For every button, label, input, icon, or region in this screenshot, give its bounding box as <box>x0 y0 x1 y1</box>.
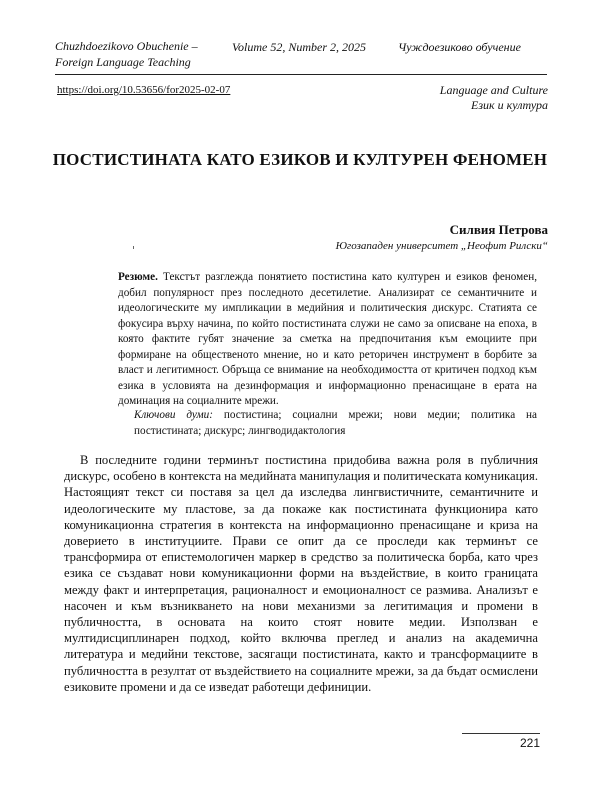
keywords-text: постистина; социални мрежи; нови медии; политика на постистината; дискурс; лингводидактология <box>134 409 538 437</box>
author-name: Силвия Петрова <box>449 222 548 237</box>
volume-info: Volume 52, Number 2, 2025 <box>232 40 366 54</box>
keywords <box>134 408 537 439</box>
section-label-bg: Език и култура <box>470 98 548 112</box>
article-title: ПОСТИСТИНАТА КАТО ЕЗИКОВ И КУЛТУРЕН ФЕНОМЕН <box>52 150 548 169</box>
abstract-text: Текстът разглежда понятието постистина като културен и езиков феномен, добил популярност през последното десетилетие. Анализират се семантичните и идеологическите му импликации в медийния и политическия дискурс. Статията се фокусира върху начина, по който постистината служи не само за описване на епоха, в която фактите губят значение за сметка на предпочитания към емоциите при формиране на общественото мнение, но и като реторичен инструмент в борбите за власт и легитимност. Обръща се внимание на необходимостта от критичен подход към езика в условията на дезинформация и информационно пренасищане в ерата на доминация на социалните мрежи. <box>118 271 537 407</box>
footer-divider <box>462 733 540 734</box>
abstract <box>118 270 537 410</box>
journal-name-latin <box>55 38 198 70</box>
doi-link[interactable]: https://doi.org/10.53656/for2025-02-07 <box>57 84 231 96</box>
body-paragraph: В последните години терминът постистина придобива важна роля в публичния дискурс, особено в контекста на медийната манипулация и политическата комуникация. Настоящият текст си поставя за цел да изследва лингвистичните, семантичните и идеологическите му пластове, за да покаже как постистината функционира като комуникационна стратегия в контекста на информационно пренасищане и криза на доверието в институциите. Прави се опит да се проследи как терминът се трансформира от епистемологичен маркер в средство за политическа борба, като чрез езика се създават нови комуникационни форми на въздействие, в които границата между факт и интерпретация, рационалност и емоционалност се размива. Анализът е насочен и към възникването на нови механизми за легитимация и промени в публичността, в основата на които стоят новите медии. Използван е мултидисциплинарен подход, който включва преглед и анализ на академична литература и медийни текстове, засягащи постистината, както и трансформациите в публичността в резултат от въздействието на социалните мрежи, за да бъдат осмислени езиковите промени и да се изведат работещи дефиниции. <box>64 453 538 694</box>
journal-name-line2: Foreign Language Teaching <box>55 55 191 69</box>
author-affiliation: Югозападен университет „Неофит Рилски“ <box>335 240 548 252</box>
section-label <box>440 83 548 113</box>
header-divider <box>55 74 547 75</box>
journal-name-line1: Chuzhdoezikovo Obuchenie – <box>55 39 198 53</box>
abstract-label: Резюме. <box>118 271 158 283</box>
section-label-en: Language and Culture <box>439 83 548 97</box>
journal-name-cyrillic: Чуждоезиково обучение <box>398 40 521 54</box>
keywords-label: Ключови думи: <box>134 409 213 421</box>
scan-mark <box>133 246 134 249</box>
page-number: 221 <box>519 736 540 750</box>
